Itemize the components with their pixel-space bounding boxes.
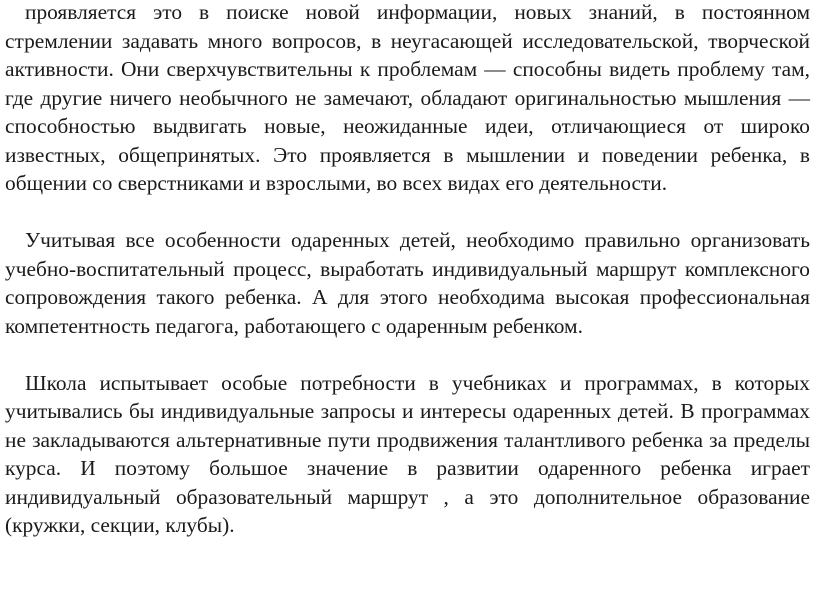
paragraph-spacer	[5, 198, 810, 227]
paragraph-3: Школа испытывает особые потребности в учебниках и программах, в которых учитывались бы индивидуальные запросы и интересы одаренных детей. В программах не закладываются альтернативные пути продвижения талантливого ребенка за пределы курса. И поэтому большое значение в развитии одаренного ребенка играет индивидуальный образовательный маршрут , а это дополнительное образование (кружки, секции, клубы).	[5, 370, 810, 537]
paragraph-2: Учитывая все особенности одаренных детей, необходимо правильно организовать учебно-воспитательный процесс, выработать индивидуальный маршрут комплексного сопровождения такого ребенка. А для этого необходима высокая профессиональная компетентность педагога, работающего с одаренным ребенком.	[5, 228, 810, 338]
paragraph-1: проявляется это в поиске новой информации, новых знаний, в постоянном стремлении задавать много вопросов, в неугасающей исследовательской, творческой активности. Они сверхчувствительны к проблемам — способны видеть проблему там, где другие ничего необычного не замечают, обладают оригинальностью мышления — способностью выдвигать новые, неожиданные идеи, отличающиеся от широко известных, общепринятых. Это проявляется в мышлении и поведении ребенка, в общении со сверстниками и взрослыми, во всех видах его деятельности.	[5, 0, 810, 195]
paragraph-spacer	[5, 340, 810, 369]
